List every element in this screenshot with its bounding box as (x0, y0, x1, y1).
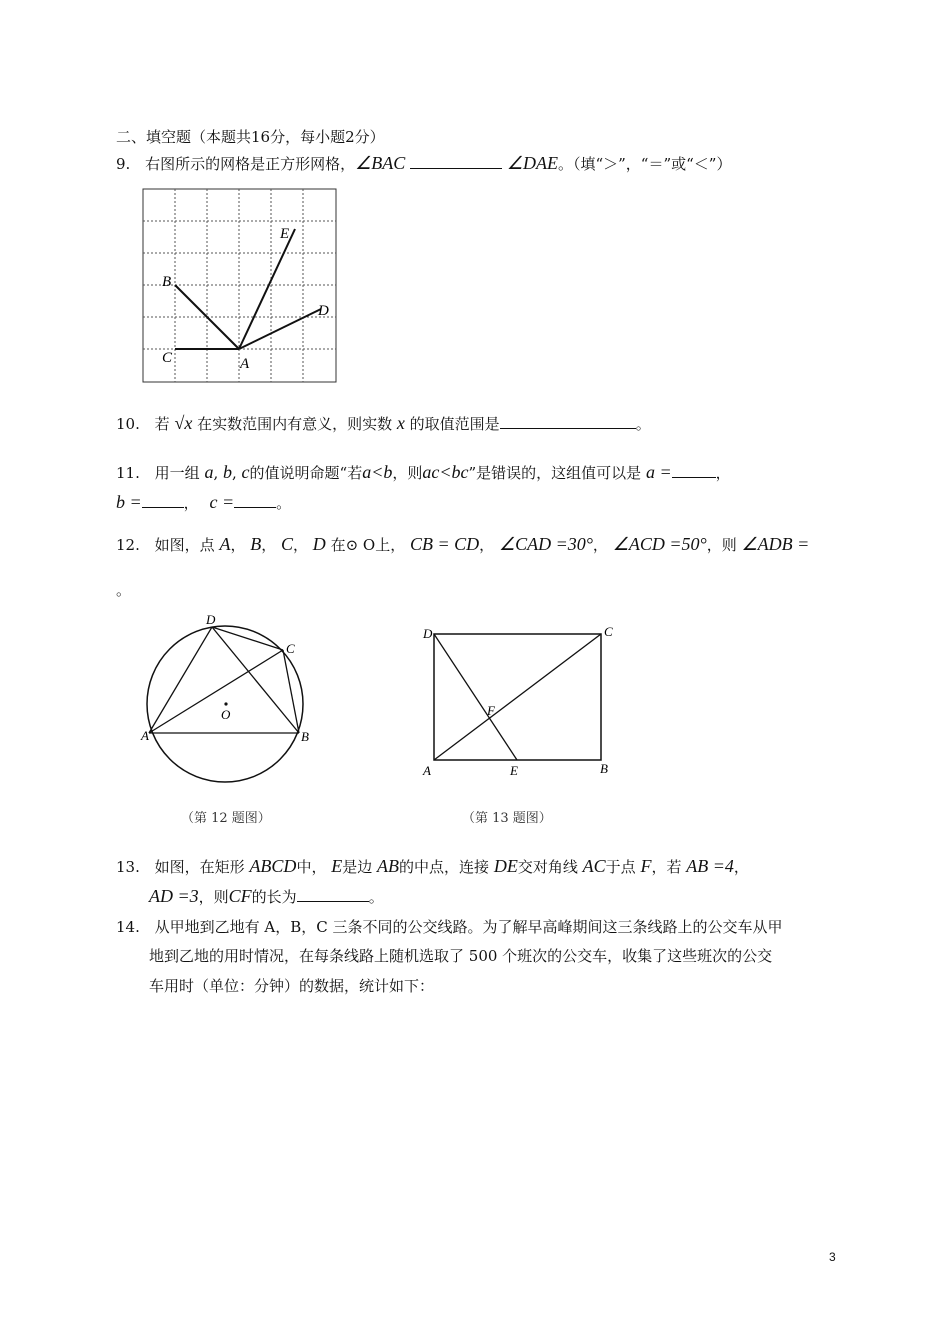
q13-rectangle-figure (415, 620, 620, 780)
question-12-line2: 。 (116, 581, 132, 599)
label-c: C (286, 641, 295, 656)
label-b: B (162, 274, 172, 290)
question-14-line1: 14. 从甲地到乙地有 A，B，C 三条不同的公交线路。为了解早高峰期间这三条线路上的公交车从甲 (116, 918, 783, 936)
answer-blank-b[interactable] (142, 493, 184, 508)
label-a: A (141, 728, 149, 743)
question-14-line3: 车用时（单位：分钟）的数据，统计如下： (149, 977, 435, 995)
question-11-line1: 11. 用一组 a, b, c的值说明命题“若a<b，则ac<bc”是错误的，这组值可以是 a = ， (116, 462, 731, 482)
segment-ad (239, 309, 321, 349)
question-13-line2: AD =3，则CF的长为 。 (149, 886, 384, 906)
label-b: B (301, 729, 309, 744)
figure-13-caption: （第 13 题图） (462, 811, 552, 826)
label-b: B (600, 761, 608, 776)
label-e: E (510, 763, 518, 778)
label-e: E (280, 226, 290, 242)
question-9-text: 9. 右图所示的网格是正方形网格，∠BAC ∠DAE。（填“＞”，“＝”或“＜”） (116, 153, 732, 173)
answer-blank-c[interactable] (234, 493, 276, 508)
segment-ae (239, 229, 295, 349)
label-c: C (162, 350, 173, 366)
figure-12-caption: （第 12 题图） (181, 811, 271, 826)
q9-grid-figure (140, 186, 340, 386)
section-title: 二、填空题（本题共16分，每小题2分） (116, 128, 385, 146)
label-o: O (221, 707, 231, 722)
label-a: A (240, 356, 250, 372)
answer-blank-a[interactable] (672, 463, 716, 478)
question-11-line2: b = ， c = 。 (116, 492, 292, 512)
question-13-line1: 13. 如图，在矩形 ABCD中， E是边 AB的中点，连接 DE交对角线 AC于点 F，若 AB =4， (116, 856, 749, 876)
label-d: D (423, 626, 433, 641)
question-14-line2: 地到乙地的用时情况，在每条线路上随机选取了 500 个班次的公交车，收集了这些班次的公交 (149, 947, 773, 965)
answer-blank[interactable] (297, 887, 369, 902)
question-12-line1: 12. 如图，点 A， B， C， D 在⊙ O上， CB = CD， ∠CAD =30°， ∠ACD =50°，则 ∠ADB = (116, 534, 810, 554)
q12-circle-figure (135, 612, 325, 792)
question-number: 9. (116, 155, 131, 173)
label-f: F (487, 703, 495, 718)
label-c: C (604, 624, 613, 639)
label-d: D (206, 612, 216, 627)
label-d: D (318, 303, 329, 319)
page-number: 3 (829, 1250, 836, 1264)
answer-blank[interactable] (500, 414, 636, 429)
answer-blank[interactable] (410, 154, 502, 169)
question-10-text: 10. 若 √x 在实数范围内有意义，则实数 x 的取值范围是 。 (116, 413, 651, 433)
label-a: A (423, 763, 431, 778)
